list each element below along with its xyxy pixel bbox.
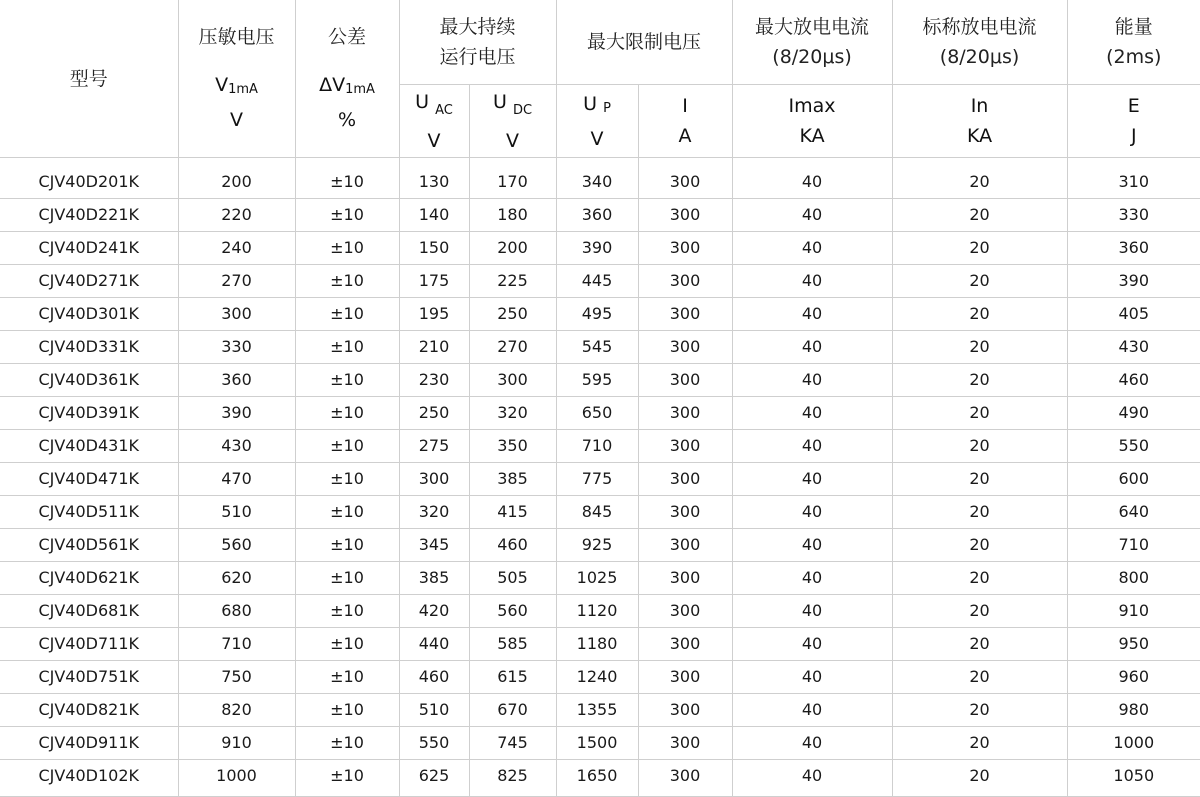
header-in	[892, 85, 1067, 158]
cell-udc: 180	[469, 199, 556, 232]
header-imax-unit: KA	[799, 125, 825, 147]
cell-up: 595	[556, 364, 638, 397]
header-uac-unit: V	[427, 129, 441, 152]
cell-up: 1120	[556, 595, 638, 628]
cell-up: 390	[556, 232, 638, 265]
cell-uac: 140	[399, 199, 469, 232]
header-i-unit: A	[678, 125, 692, 147]
header-energy	[1067, 0, 1200, 85]
cell-e: 360	[1067, 232, 1200, 265]
table-row	[0, 727, 1200, 760]
header-imax-symbol: Imax	[788, 95, 836, 117]
cell-imax: 40	[732, 727, 892, 760]
table-body	[0, 158, 1200, 797]
cell-e: 390	[1067, 265, 1200, 298]
cell-up: 1500	[556, 727, 638, 760]
table-row	[0, 430, 1200, 463]
header-up-unit: V	[590, 127, 604, 150]
cell-uac: 300	[399, 463, 469, 496]
header-varistor-voltage-label: 压敏电压	[198, 26, 275, 48]
cell-i: 300	[638, 463, 732, 496]
cell-i: 300	[638, 529, 732, 562]
cell-model: CJV40D681K	[0, 595, 178, 628]
cell-udc: 745	[469, 727, 556, 760]
header-e-unit: J	[1130, 125, 1137, 147]
cell-in: 20	[892, 496, 1067, 529]
cell-tol: ±10	[295, 628, 399, 661]
cell-v1ma: 910	[178, 727, 295, 760]
cell-udc: 385	[469, 463, 556, 496]
cell-i: 300	[638, 199, 732, 232]
header-max-discharge-current	[732, 0, 892, 85]
header-max-continuous-voltage-line2: 运行电压	[439, 46, 516, 68]
cell-e: 460	[1067, 364, 1200, 397]
cell-e: 710	[1067, 529, 1200, 562]
cell-uac: 625	[399, 760, 469, 797]
header-tolerance-unit: %	[337, 109, 357, 131]
cell-up: 1650	[556, 760, 638, 797]
cell-uac: 345	[399, 529, 469, 562]
cell-v1ma: 390	[178, 397, 295, 430]
table-row	[0, 496, 1200, 529]
cell-udc: 250	[469, 298, 556, 331]
cell-v1ma: 270	[178, 265, 295, 298]
header-up	[556, 85, 638, 158]
cell-e: 430	[1067, 331, 1200, 364]
cell-i: 300	[638, 232, 732, 265]
cell-tol: ±10	[295, 430, 399, 463]
cell-i: 300	[638, 760, 732, 797]
cell-imax: 40	[732, 331, 892, 364]
table-row	[0, 265, 1200, 298]
cell-udc: 170	[469, 158, 556, 199]
cell-udc: 560	[469, 595, 556, 628]
cell-i: 300	[638, 298, 732, 331]
header-energy-duration: (2ms)	[1106, 46, 1162, 68]
cell-in: 20	[892, 430, 1067, 463]
cell-i: 300	[638, 158, 732, 199]
cell-model: CJV40D711K	[0, 628, 178, 661]
cell-v1ma: 710	[178, 628, 295, 661]
cell-i: 300	[638, 397, 732, 430]
header-max-discharge-current-wave: (8/20μs)	[772, 46, 852, 68]
table-row	[0, 694, 1200, 727]
cell-udc: 585	[469, 628, 556, 661]
cell-uac: 130	[399, 158, 469, 199]
header-max-discharge-current-label: 最大放电电流	[755, 16, 870, 38]
cell-model: CJV40D271K	[0, 265, 178, 298]
cell-imax: 40	[732, 628, 892, 661]
cell-up: 495	[556, 298, 638, 331]
cell-in: 20	[892, 562, 1067, 595]
cell-model: CJV40D361K	[0, 364, 178, 397]
header-i	[638, 85, 732, 158]
cell-model: CJV40D751K	[0, 661, 178, 694]
cell-v1ma: 300	[178, 298, 295, 331]
cell-up: 1240	[556, 661, 638, 694]
cell-model: CJV40D621K	[0, 562, 178, 595]
header-max-continuous-voltage-line1: 最大持续	[439, 16, 516, 38]
cell-uac: 460	[399, 661, 469, 694]
cell-v1ma: 430	[178, 430, 295, 463]
cell-uac: 230	[399, 364, 469, 397]
cell-udc: 505	[469, 562, 556, 595]
cell-up: 545	[556, 331, 638, 364]
cell-tol: ±10	[295, 694, 399, 727]
cell-i: 300	[638, 694, 732, 727]
cell-e: 600	[1067, 463, 1200, 496]
cell-e: 330	[1067, 199, 1200, 232]
cell-imax: 40	[732, 298, 892, 331]
cell-in: 20	[892, 727, 1067, 760]
header-max-clamping-voltage	[556, 0, 732, 85]
cell-e: 950	[1067, 628, 1200, 661]
cell-in: 20	[892, 628, 1067, 661]
cell-i: 300	[638, 430, 732, 463]
cell-tol: ±10	[295, 529, 399, 562]
cell-v1ma: 560	[178, 529, 295, 562]
table-row	[0, 331, 1200, 364]
table-row	[0, 562, 1200, 595]
cell-model: CJV40D301K	[0, 298, 178, 331]
cell-in: 20	[892, 397, 1067, 430]
cell-e: 550	[1067, 430, 1200, 463]
header-nominal-discharge-current-wave: (8/20μs)	[939, 46, 1020, 68]
table-row	[0, 463, 1200, 496]
cell-model: CJV40D471K	[0, 463, 178, 496]
header-delta-v-symbol: ΔV1mA	[319, 74, 375, 97]
cell-in: 20	[892, 463, 1067, 496]
cell-v1ma: 200	[178, 158, 295, 199]
cell-i: 300	[638, 661, 732, 694]
table-row	[0, 661, 1200, 694]
cell-up: 650	[556, 397, 638, 430]
cell-up: 1355	[556, 694, 638, 727]
cell-uac: 175	[399, 265, 469, 298]
header-udc	[469, 85, 556, 158]
cell-uac: 275	[399, 430, 469, 463]
cell-in: 20	[892, 760, 1067, 797]
table-row	[0, 232, 1200, 265]
cell-tol: ±10	[295, 397, 399, 430]
cell-i: 300	[638, 628, 732, 661]
cell-v1ma: 510	[178, 496, 295, 529]
cell-udc: 225	[469, 265, 556, 298]
cell-in: 20	[892, 199, 1067, 232]
cell-in: 20	[892, 158, 1067, 199]
cell-model: CJV40D911K	[0, 727, 178, 760]
cell-i: 300	[638, 364, 732, 397]
header-max-continuous-voltage	[399, 0, 556, 85]
header-max-clamping-voltage-label: 最大限制电压	[587, 31, 702, 53]
cell-tol: ±10	[295, 364, 399, 397]
cell-tol: ±10	[295, 158, 399, 199]
cell-uac: 210	[399, 331, 469, 364]
cell-tol: ±10	[295, 760, 399, 797]
cell-in: 20	[892, 364, 1067, 397]
cell-uac: 385	[399, 562, 469, 595]
cell-imax: 40	[732, 430, 892, 463]
header-nominal-discharge-current-label: 标称放电电流	[922, 16, 1037, 38]
cell-tol: ±10	[295, 562, 399, 595]
cell-imax: 40	[732, 760, 892, 797]
cell-v1ma: 1000	[178, 760, 295, 797]
cell-tol: ±10	[295, 463, 399, 496]
cell-up: 845	[556, 496, 638, 529]
table-row	[0, 199, 1200, 232]
cell-i: 300	[638, 562, 732, 595]
cell-uac: 150	[399, 232, 469, 265]
cell-imax: 40	[732, 158, 892, 199]
cell-model: CJV40D201K	[0, 158, 178, 199]
cell-i: 300	[638, 727, 732, 760]
cell-uac: 195	[399, 298, 469, 331]
cell-in: 20	[892, 661, 1067, 694]
cell-tol: ±10	[295, 265, 399, 298]
cell-e: 405	[1067, 298, 1200, 331]
header-up-symbol: U P	[583, 92, 611, 116]
header-energy-label: 能量	[1114, 16, 1153, 38]
cell-tol: ±10	[295, 727, 399, 760]
cell-in: 20	[892, 529, 1067, 562]
cell-v1ma: 820	[178, 694, 295, 727]
cell-udc: 320	[469, 397, 556, 430]
cell-in: 20	[892, 232, 1067, 265]
cell-v1ma: 620	[178, 562, 295, 595]
cell-up: 925	[556, 529, 638, 562]
header-in-symbol: In	[970, 95, 989, 117]
cell-in: 20	[892, 298, 1067, 331]
cell-imax: 40	[732, 364, 892, 397]
header-uac	[399, 85, 469, 158]
cell-i: 300	[638, 265, 732, 298]
cell-model: CJV40D431K	[0, 430, 178, 463]
cell-e: 490	[1067, 397, 1200, 430]
cell-model: CJV40D511K	[0, 496, 178, 529]
cell-up: 360	[556, 199, 638, 232]
cell-imax: 40	[732, 496, 892, 529]
cell-model: CJV40D102K	[0, 760, 178, 797]
table-row	[0, 595, 1200, 628]
cell-i: 300	[638, 496, 732, 529]
header-tolerance	[295, 0, 399, 158]
header-varistor-voltage	[178, 0, 295, 158]
cell-tol: ±10	[295, 595, 399, 628]
cell-v1ma: 470	[178, 463, 295, 496]
cell-v1ma: 330	[178, 331, 295, 364]
cell-udc: 460	[469, 529, 556, 562]
cell-in: 20	[892, 331, 1067, 364]
cell-i: 300	[638, 331, 732, 364]
cell-imax: 40	[732, 562, 892, 595]
table-row	[0, 628, 1200, 661]
cell-model: CJV40D821K	[0, 694, 178, 727]
cell-up: 1025	[556, 562, 638, 595]
cell-e: 1000	[1067, 727, 1200, 760]
cell-imax: 40	[732, 232, 892, 265]
cell-e: 1050	[1067, 760, 1200, 797]
header-nominal-discharge-current	[892, 0, 1067, 85]
cell-e: 800	[1067, 562, 1200, 595]
cell-tol: ±10	[295, 199, 399, 232]
table-row	[0, 529, 1200, 562]
cell-in: 20	[892, 694, 1067, 727]
cell-model: CJV40D331K	[0, 331, 178, 364]
table-row	[0, 397, 1200, 430]
header-v1ma-symbol: V1mA	[215, 74, 258, 97]
cell-udc: 300	[469, 364, 556, 397]
cell-v1ma: 750	[178, 661, 295, 694]
cell-tol: ±10	[295, 496, 399, 529]
cell-up: 1180	[556, 628, 638, 661]
cell-v1ma: 240	[178, 232, 295, 265]
cell-up: 340	[556, 158, 638, 199]
cell-e: 640	[1067, 496, 1200, 529]
cell-udc: 350	[469, 430, 556, 463]
cell-udc: 415	[469, 496, 556, 529]
cell-model: CJV40D391K	[0, 397, 178, 430]
cell-e: 310	[1067, 158, 1200, 199]
cell-e: 910	[1067, 595, 1200, 628]
header-udc-unit: V	[506, 129, 519, 152]
cell-v1ma: 360	[178, 364, 295, 397]
cell-imax: 40	[732, 529, 892, 562]
cell-imax: 40	[732, 694, 892, 727]
cell-e: 980	[1067, 694, 1200, 727]
cell-v1ma: 220	[178, 199, 295, 232]
cell-model: CJV40D241K	[0, 232, 178, 265]
cell-imax: 40	[732, 199, 892, 232]
cell-udc: 270	[469, 331, 556, 364]
cell-imax: 40	[732, 265, 892, 298]
cell-imax: 40	[732, 463, 892, 496]
header-e	[1067, 85, 1200, 158]
cell-uac: 250	[399, 397, 469, 430]
header-udc-symbol: U $_{DC}$	[492, 90, 533, 118]
cell-udc: 200	[469, 232, 556, 265]
cell-udc: 615	[469, 661, 556, 694]
cell-model: CJV40D561K	[0, 529, 178, 562]
cell-e: 960	[1067, 661, 1200, 694]
table-row	[0, 760, 1200, 797]
header-e-symbol: E	[1127, 95, 1140, 117]
cell-uac: 510	[399, 694, 469, 727]
cell-in: 20	[892, 265, 1067, 298]
cell-up: 710	[556, 430, 638, 463]
cell-up: 445	[556, 265, 638, 298]
header-tolerance-label: 公差	[327, 26, 366, 48]
cell-tol: ±10	[295, 331, 399, 364]
cell-uac: 550	[399, 727, 469, 760]
header-v1ma-unit: V	[230, 109, 243, 131]
cell-imax: 40	[732, 595, 892, 628]
table-header	[0, 0, 1200, 158]
cell-v1ma: 680	[178, 595, 295, 628]
cell-model: CJV40D221K	[0, 199, 178, 232]
header-in-unit: KA	[966, 125, 993, 147]
cell-imax: 40	[732, 661, 892, 694]
cell-up: 775	[556, 463, 638, 496]
header-imax	[732, 85, 892, 158]
cell-imax: 40	[732, 397, 892, 430]
cell-udc: 670	[469, 694, 556, 727]
table-row	[0, 364, 1200, 397]
cell-tol: ±10	[295, 298, 399, 331]
cell-i: 300	[638, 595, 732, 628]
cell-uac: 420	[399, 595, 469, 628]
cell-in: 20	[892, 595, 1067, 628]
header-i-symbol: I	[682, 95, 688, 117]
cell-uac: 320	[399, 496, 469, 529]
cell-udc: 825	[469, 760, 556, 797]
cell-uac: 440	[399, 628, 469, 661]
header-model	[0, 0, 178, 158]
header-uac-symbol: U $_{AC}$	[415, 90, 453, 118]
table-row	[0, 158, 1200, 199]
cell-tol: ±10	[295, 232, 399, 265]
table-row	[0, 298, 1200, 331]
cell-tol: ±10	[295, 661, 399, 694]
header-model-label: 型号	[69, 67, 108, 90]
